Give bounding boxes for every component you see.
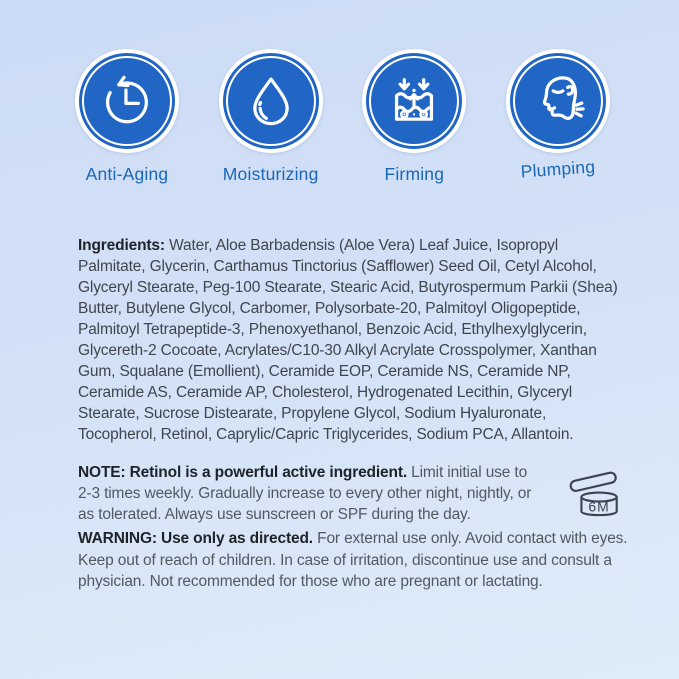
benefit-anti-aging xyxy=(62,49,192,185)
note-paragraph xyxy=(78,462,540,525)
clock-rewind-icon xyxy=(75,49,179,153)
warning-body: For external use only. Avoid contact with eyes. Keep out of reach of children. In case of irritation, discontinue use and consult a physician. Not recommended for those who are pregnant or lactating. xyxy=(78,530,628,590)
benefit-label-firming: Firming xyxy=(384,164,445,184)
pao-duration-label: 6M xyxy=(588,498,610,515)
note-row xyxy=(78,462,634,528)
note-heading: NOTE: Retinol is a powerful active ingredient. xyxy=(78,464,407,481)
benefit-label-plumping: Plumping xyxy=(519,156,596,182)
warning-heading: WARNING: Use only as directed. xyxy=(78,530,313,547)
period-after-opening-jar-icon xyxy=(562,466,634,528)
benefit-moisturizing xyxy=(206,49,336,185)
warning-paragraph xyxy=(78,528,638,593)
benefit-plumping xyxy=(493,49,623,185)
benefit-label-moisturizing: Moisturizing xyxy=(222,164,319,184)
label-text-content xyxy=(0,185,679,593)
benefit-label-anti-aging: Anti-Aging xyxy=(85,164,169,184)
benefit-icon-row xyxy=(0,0,679,185)
ingredients-list: Water, Aloe Barbadensis (Aloe Vera) Leaf Juice, Isopropyl Palmitate, Glycerin, Carthamus Tinctorius (Safflower) Seed Oil, Cetyl Alcohol, Glyceryl Stearate, Peg-100 Stearate, Stearic Acid, Butyrospermum Parkii (Shea) Butter, Butylene Glycol, Carbomer, Polysorbate-20, Palmitoyl Oligopeptide, Palmitoyl Tetrapeptide-3, Phenoxyethanol, Benzoic Acid, Ethylhexylglycerin, Glycereth-2 Cocoate, Acrylates/C10-30 Alkyl Acrylate Crosspolymer, Xanthan Gum, Squalane (Emollient), Ceramide EOP, Ceramide NS, Ceramide NP, Ceramide AS, Ceramide AP, Cholesterol, Hydrogenated Lecithin, Glyceryl Stearate, Sucrose Distearate, Propylene Glycol, Sodium Hyaluronate, Tocopherol, Retinol, Caprylic/Capric Triglycerides, Sodium PCA, Allantoin. xyxy=(78,237,618,443)
benefit-firming xyxy=(349,49,479,185)
water-drop-icon xyxy=(219,49,323,153)
face-profile-icon xyxy=(506,49,610,153)
note-body: Limit initial use to 2-3 times weekly. Gradually increase to every other night, nightly, or as tolerated. Always use sunscreen or SPF during the day. xyxy=(78,464,532,523)
ingredients-heading: Ingredients: xyxy=(78,237,165,254)
skin-layers-icon xyxy=(362,49,466,153)
ingredients-paragraph xyxy=(78,235,618,445)
